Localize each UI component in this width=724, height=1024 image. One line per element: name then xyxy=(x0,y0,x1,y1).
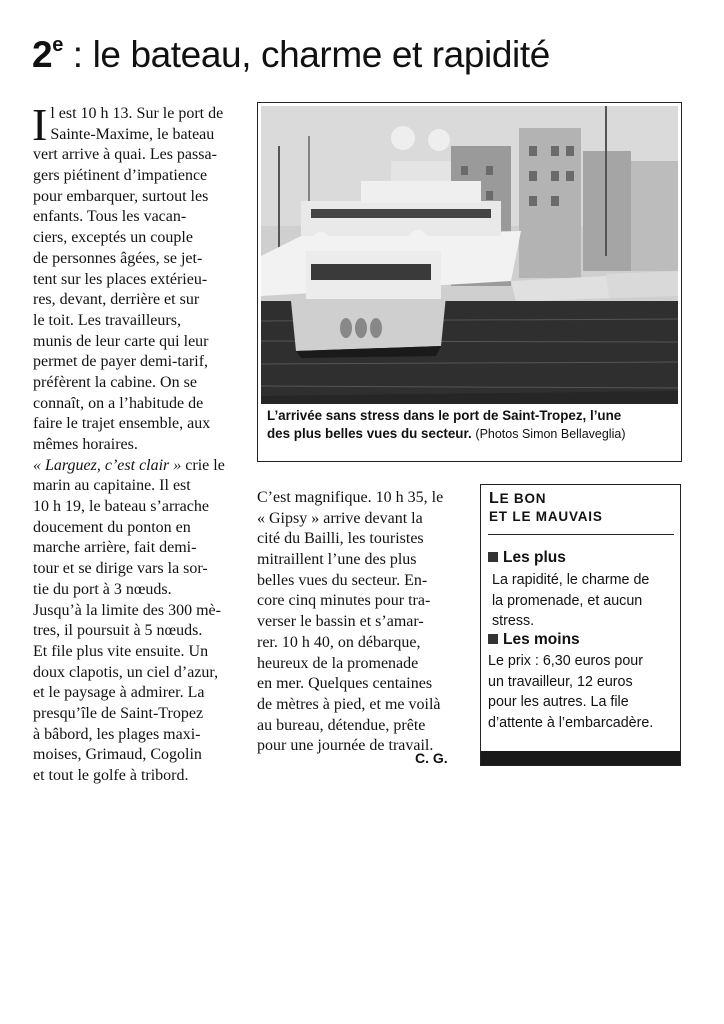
text-line: faire le trajet ensemble, aux xyxy=(33,415,211,433)
text-line: et le paysage à admirer. La xyxy=(33,684,205,702)
text-line: belles vues du secteur. En- xyxy=(257,571,428,589)
text-line: permet de payer demi-tarif, xyxy=(33,353,209,371)
box-text-line: stress. xyxy=(492,613,535,629)
box-text-line: un travailleur, 12 euros xyxy=(488,673,633,690)
text-line: enfants. Tous les vacan- xyxy=(33,208,187,226)
text-line: pour embarquer, surtout les xyxy=(33,187,209,205)
caption-line-2: des plus belles vues du secteur. xyxy=(267,426,472,441)
text-line: en mer. Quelques centaines xyxy=(257,675,433,693)
text-line: gers piétinent d’impatience xyxy=(33,167,208,185)
text-line: cité du Bailli, les touristes xyxy=(257,530,424,548)
text-line: au bureau, détendue, prête xyxy=(257,716,426,734)
text-line: verser le bassin et s’amar- xyxy=(257,613,424,631)
author-signature: C. G. xyxy=(415,750,448,766)
photo-credit: (Photos Simon Bellaveglia) xyxy=(475,427,626,441)
headline-number: 2e xyxy=(32,34,63,75)
square-bullet-icon xyxy=(488,634,498,644)
box-title xyxy=(489,490,603,526)
photo-frame xyxy=(257,102,682,462)
text-line: doux clapotis, un ciel d’azur, xyxy=(33,663,219,681)
box-text-line: d’attente à l’embarcadère. xyxy=(488,714,654,731)
text-line: heureux de la promenade xyxy=(257,654,419,672)
text-line: de mètres à pied, et me voilà xyxy=(257,695,441,713)
text-line: mêmes horaires. xyxy=(33,436,138,453)
text-line: pour une journée de travail. xyxy=(257,737,434,755)
text-line: tour et se dirige vars la sor- xyxy=(33,560,208,578)
box-text-line: La rapidité, le charme de xyxy=(492,572,650,588)
text-line: tie du port à 3 nœuds. xyxy=(33,580,172,598)
text-line: moises, Grimaud, Cogolin xyxy=(33,746,202,764)
boat-harbor-image xyxy=(261,106,678,404)
text-line: presqu’île de Saint-Tropez xyxy=(33,704,204,722)
drop-cap: I xyxy=(32,99,48,150)
photo-caption xyxy=(267,407,677,443)
plus-text xyxy=(492,570,682,632)
text-line: Jusqu’à la limite des 300 mè- xyxy=(33,601,221,619)
text-line: à bâbord, les plages maxi- xyxy=(33,725,201,743)
text-line: tent sur les places extérieu- xyxy=(33,270,208,288)
text-line: rer. 10 h 40, on débarque, xyxy=(257,633,421,651)
headline-colon: : xyxy=(62,34,93,75)
text-line: le toit. Les travailleurs, xyxy=(33,311,181,329)
square-bullet-icon xyxy=(488,552,498,562)
box-title-line-1: LE BON xyxy=(489,490,547,507)
pros-cons-box xyxy=(480,484,681,766)
box-text-line: Le prix : 6,30 euros pour xyxy=(488,653,643,669)
text-line: de personnes âgées, se jet- xyxy=(33,249,203,267)
box-divider xyxy=(488,534,674,535)
text-line: ciers, exceptés un couple xyxy=(33,229,193,247)
text-line: marche arrière, fait demi- xyxy=(33,539,197,557)
caption-line-1: L’arrivée sans stress dans le port de Saint-Tropez, l’une xyxy=(267,408,622,423)
box-title-line-2: ET LE MAUVAIS xyxy=(489,509,603,524)
text-line: munis de leur carte qui leur xyxy=(33,332,209,350)
text-line: doucement du ponton en xyxy=(33,518,191,536)
harbor-photo xyxy=(261,106,678,404)
text-line: préfèrent la cabine. On se xyxy=(33,373,197,391)
text-line: marin au capitaine. Il est xyxy=(33,477,191,495)
box-text-line: pour les autres. La file xyxy=(488,694,629,710)
text-line: et tout le golfe à tribord. xyxy=(33,767,189,784)
headline-title: le bateau, charme et rapidité xyxy=(92,34,550,75)
text-line: 10 h 19, le bateau s’arrache xyxy=(33,498,209,516)
plus-heading: Les plus xyxy=(488,549,566,567)
text-line: res, devant, derrière et sur xyxy=(33,291,200,309)
article-headline xyxy=(32,34,692,76)
text-line: vert arrive à quai. Les passa- xyxy=(33,146,217,164)
text-line: core cinq minutes pour tra- xyxy=(257,592,431,610)
text-line: « Gipsy » arrive devant la xyxy=(257,509,423,527)
minus-heading: Les moins xyxy=(488,631,580,649)
text-line: tres, il poursuit à 5 nœuds. xyxy=(33,622,203,640)
article-middle-column xyxy=(257,488,462,757)
minus-text xyxy=(488,651,678,733)
text-line: l est 10 h 13. Sur le port de xyxy=(50,105,224,122)
text-line: Sainte-Maxime, le bateau xyxy=(50,125,215,143)
text-line: connaît, on a l’habitude de xyxy=(33,394,204,412)
text-line: Et file plus vite ensuite. Un xyxy=(33,642,209,660)
article-left-column xyxy=(32,99,239,787)
box-bottom-bar xyxy=(481,751,680,765)
text-line: C’est magnifique. 10 h 35, le xyxy=(257,489,444,506)
box-text-line: la promenade, et aucun xyxy=(492,592,643,609)
text-line: mitraillent l’une des plus xyxy=(257,551,417,569)
text-line: « Larguez, c’est clair » crie le xyxy=(33,456,225,474)
